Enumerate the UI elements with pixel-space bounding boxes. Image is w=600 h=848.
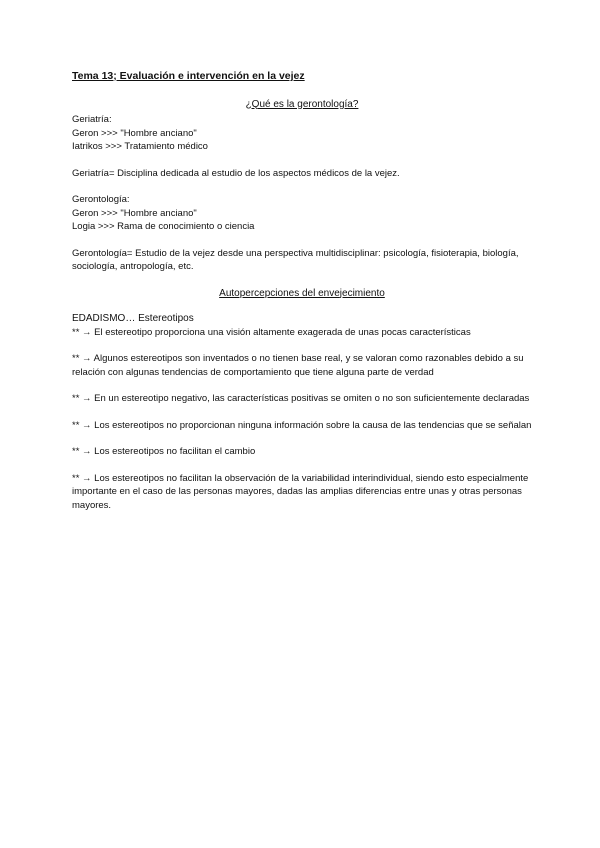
stereotype-item: ** → En un estereotipo negativo, las características positivas se omiten o no son suficientemente declaradas bbox=[72, 393, 530, 404]
geriatria-etymology-line: Iatrikos >>> Tratamiento médico bbox=[72, 141, 208, 152]
gerontologia-etymology-line: Logia >>> Rama de conocimiento o ciencia bbox=[72, 221, 255, 232]
geriatria-definition: Geriatría= Disciplina dedicada al estudio de los aspectos médicos de la vejez. bbox=[72, 167, 400, 179]
stereotype-item: ** → Algunos estereotipos son inventados o no tienen base real, y se valoran como razonables debido a su relación con algunas tendencias de comportamiento que tiene alguna parte de verdad bbox=[72, 353, 524, 378]
gerontologia-label: Gerontología: bbox=[72, 194, 130, 205]
stereotype-item: ** → Los estereotipos no facilitan el cambio bbox=[72, 446, 256, 457]
geriatria-block bbox=[72, 113, 532, 154]
geriatria-etymology-line: Geron >>> "Hombre anciano" bbox=[72, 127, 197, 139]
gerontologia-block bbox=[72, 193, 532, 234]
gerontologia-definition: Gerontología= Estudio de la vejez desde una perspectiva multidisciplinar: psicología, fisioterapia, biología, sociología, antropología, etc. bbox=[72, 247, 519, 272]
stereotype-item: ** → El estereotipo proporciona una visión altamente exagerada de unas pocas características bbox=[72, 326, 471, 338]
edadismo-subheading: EDADISMO… Estereotipos bbox=[72, 313, 194, 324]
document-body bbox=[72, 70, 532, 525]
geriatria-label: Geriatría: bbox=[72, 114, 112, 125]
section-heading-gerontologia: ¿Qué es la gerontología? bbox=[245, 98, 359, 110]
stereotype-item: ** → Los estereotipos no facilitan la observación de la variabilidad interindividual, siendo esto especialmente importante en el caso de las personas mayores, dadas las amplias diferencias entre unas y otras personas mayores. bbox=[72, 472, 529, 511]
section-heading-autopercepciones: Autopercepciones del envejecimiento bbox=[219, 287, 385, 299]
gerontologia-etymology-line: Geron >>> "Hombre anciano" bbox=[72, 207, 197, 219]
document-title: Tema 13; Evaluación e intervención en la vejez bbox=[72, 70, 305, 82]
stereotype-item: ** → Los estereotipos no proporcionan ninguna información sobre la causa de las tendencias que se señalan bbox=[72, 419, 532, 431]
